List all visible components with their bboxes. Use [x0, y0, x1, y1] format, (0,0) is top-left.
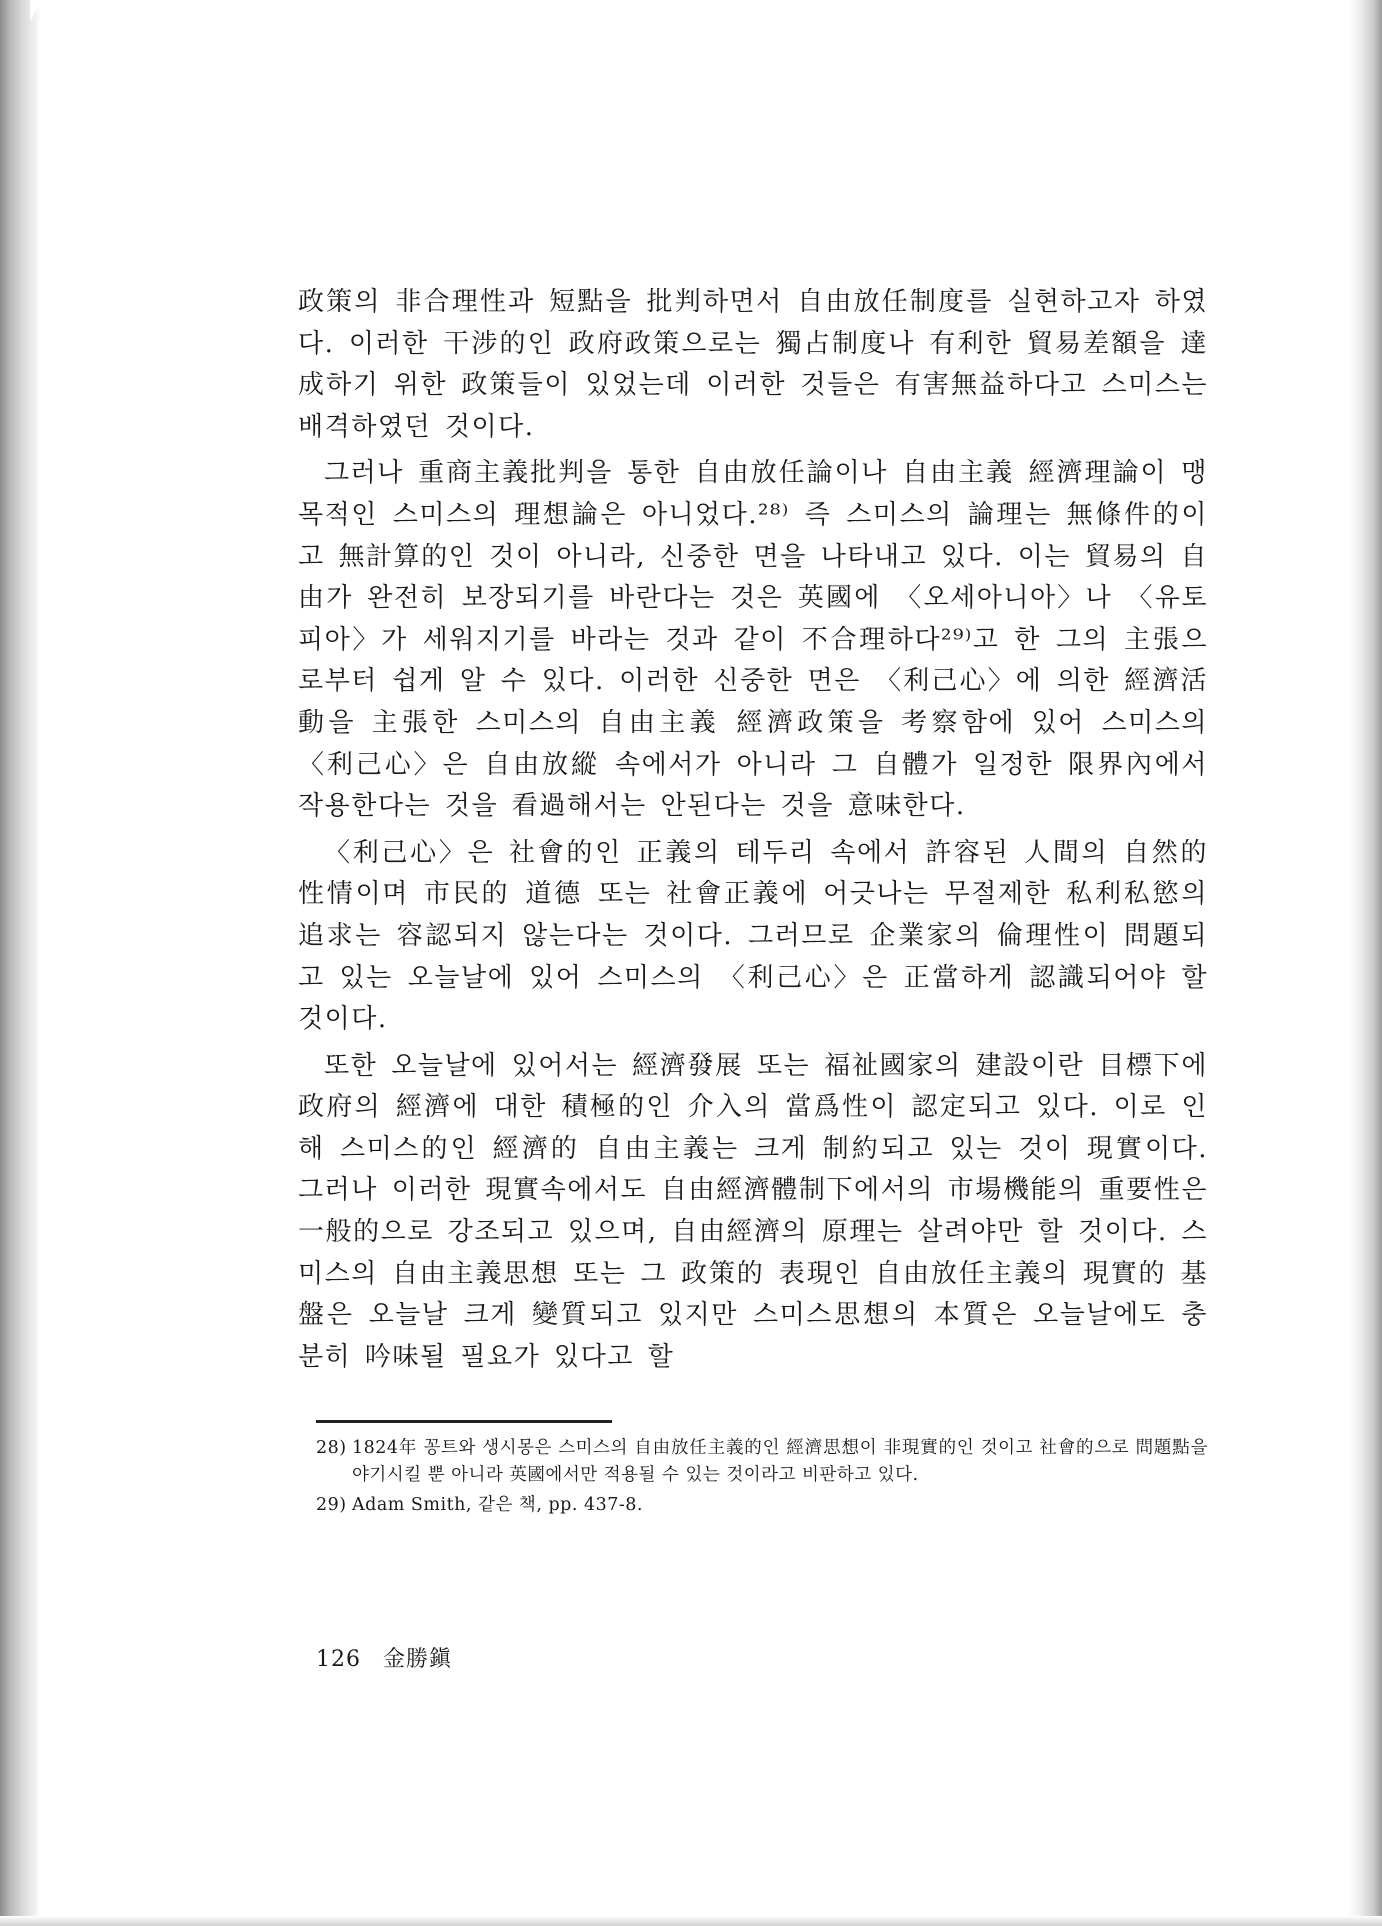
- paragraph: 또한 오늘날에 있어서는 經濟發展 또는 福祉國家의 建設이란 目標下에 政府의 經濟에 대한 積極的인 介入의 當爲性이 認定되고 있다. 이로 인해 스미스的인 經濟的 自由主義는 크게 制約되고 있는 것이 現實이다. 그러나 이러한 現實속에서도 自由經濟體制下에서의 市場機能의 重要性은 一般的으로 강조되고 있으며, 自由經濟의 原理는 살려야만 할 것이다. 스미스의 自由主義思想 또는 그 政策的 表現인 自由放任主義의 現實的 基盤은 오늘날 크게 變質되고 있지만 스미스思想의 本質은 오늘날에도 충분히 吟味될 필요가 있다고 할: [298, 1050, 1208, 1372]
- page-edge-right: [1348, 0, 1382, 1926]
- paragraph: 그러나 重商主義批判을 통한 自由放任論이나 自由主義 經濟理論이 맹목적인 스미스의 理想論은 아니었다.²⁸⁾ 즉 스미스의 論理는 無條件的이고 無計算的인 것이 아니라, 신중한 면을 나타내고 있다. 이는 貿易의 自由가 완전히 보장되기를 바란다는 것은 英國에 〈오세아니아〉나 〈유토피아〉가 세워지기를 바라는 것과 같이 不合理하다²⁹⁾고 한 그의 主張으로부터 쉽게 알 수 있다. 이러한 신중한 면은 〈利己心〉에 의한 經濟活動을 主張한 스미스의 自由主義 經濟政策을 考察함에 있어 스미스의 〈利己心〉은 自由放縱 속에서가 아니라 그 自體가 일정한 限界內에서 작용한다는 것을 看過해서는 안된다는 것을 意味한다.: [298, 458, 1208, 822]
- author-name: 金勝鎭: [383, 1647, 453, 1672]
- footnote-29: [316, 1492, 1208, 1519]
- footnotes: [298, 1435, 1208, 1519]
- footnote-number: 29): [316, 1495, 347, 1516]
- footnote-number: 28): [316, 1438, 347, 1459]
- page-number: 126: [316, 1647, 361, 1672]
- page-folio: [316, 1642, 452, 1673]
- paragraph: 〈利己心〉은 社會的인 正義의 테두리 속에서 許容된 人間의 自然的 性情이며 市民的 道德 또는 社會正義에 어긋나는 무절제한 私利私慾의 追求는 容認되지 않는다는 것이다. 그러므로 企業家의 倫理性이 問題되고 있는 오늘날에 있어 스미스의 〈利己心〉은 正當하게 認識되어야 할 것이다.: [298, 837, 1208, 1035]
- page-edge-left: [0, 0, 40, 1926]
- footnote-28: [316, 1435, 1208, 1488]
- footnote-separator: [316, 1420, 612, 1423]
- page-corner-fold: [30, 0, 42, 22]
- page-edge-bottom: [0, 1916, 1382, 1926]
- footnote-text: 1824年 꽁트와 생시몽은 스미스의 自由放任主義的인 經濟思想이 非現實的인 것이고 社會的으로 問題點을 야기시킬 뿐 아니라 英國에서만 적용될 수 있는 것이라고 비판하고 있다.: [352, 1438, 1208, 1485]
- footnote-text: Adam Smith, 같은 책, pp. 437-8.: [352, 1495, 643, 1516]
- body-text: [298, 282, 1208, 1519]
- paragraph-continued: 政策의 非合理性과 短點을 批判하면서 自由放任制度를 실현하고자 하였다. 이러한 干涉的인 政府政策으로는 獨占制度나 有利한 貿易差額을 達成하기 위한 政策들이 있었는데 이러한 것들은 有害無益하다고 스미스는 배격하였던 것이다.: [298, 287, 1208, 442]
